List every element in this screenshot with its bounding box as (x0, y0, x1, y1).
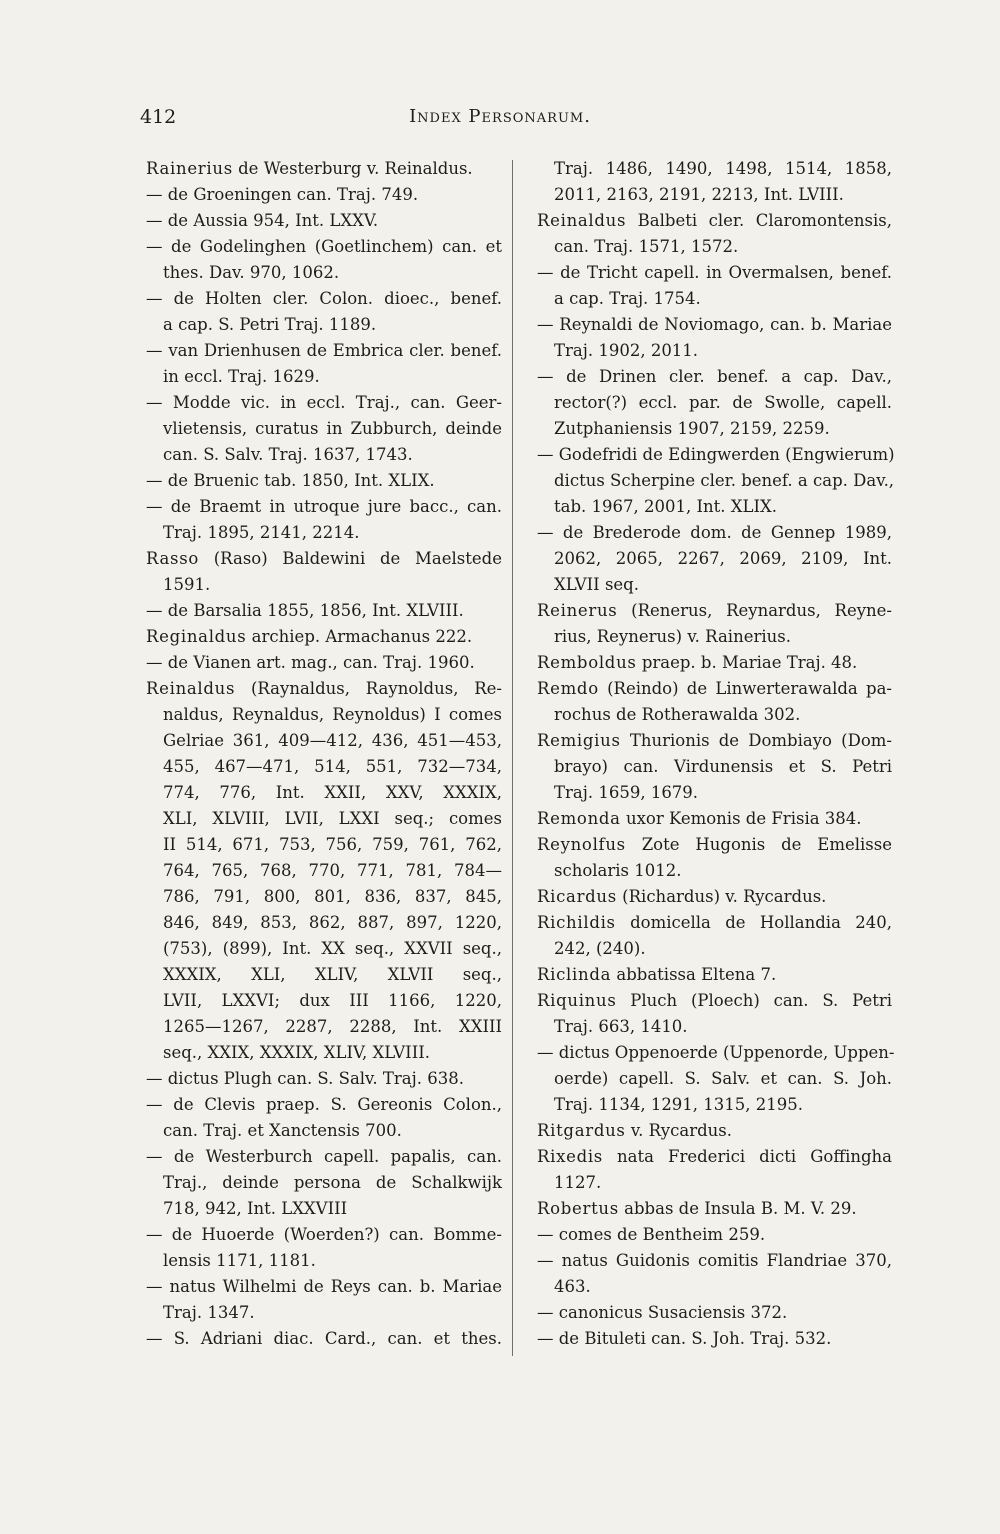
index-line (537, 286, 892, 312)
index-line (146, 494, 502, 520)
entry-text: (753), (899), Int. XX seq., XXVII seq., (163, 939, 502, 958)
entry-text: XLVII seq. (554, 575, 639, 594)
entry-text: LVII, LXXVI; dux III 1166, 1220, (163, 991, 502, 1010)
entry-text: Zote Hugonis de Emelisse (625, 835, 892, 854)
entry-text: Traj. 1902, 2011. (554, 341, 699, 360)
entry-headword: Ritgardus (537, 1121, 626, 1140)
index-line (146, 1118, 502, 1144)
index-line (146, 182, 502, 208)
entry-headword: Richildis (537, 913, 616, 932)
index-line (537, 208, 892, 234)
entry-text: abbas de Insula B. M. V. 29. (618, 1199, 857, 1218)
entry-text: 786, 791, 800, 801, 836, 837, 845, (163, 887, 502, 906)
entry-text: — natus Wilhelmi de Reys can. b. Mariae (146, 1277, 502, 1296)
index-line (146, 520, 502, 546)
entry-headword: Rasso (146, 549, 200, 568)
entry-headword: Reginaldus (146, 627, 247, 646)
index-line (146, 884, 502, 910)
entry-text: — de Aussia 954, Int. LXXV. (146, 211, 379, 230)
entry-headword: Riquinus (537, 991, 617, 1010)
index-line (146, 1196, 502, 1222)
entry-text: 774, 776, Int. XXII, XXV, XXXIX, (163, 783, 502, 802)
entry-text: — dictus Oppenoerde (Uppenorde, Uppen- (537, 1043, 895, 1062)
index-line (146, 572, 502, 598)
entry-text: vlietensis, curatus in Zubburch, deinde (163, 419, 502, 438)
index-line (537, 338, 892, 364)
entry-text: a cap. Traj. 1754. (554, 289, 701, 308)
index-line (537, 884, 892, 910)
entry-text: Traj. 1486, 1490, 1498, 1514, 1858, (554, 159, 892, 178)
entry-text: 846, 849, 853, 862, 887, 897, 1220, (163, 913, 502, 932)
entry-headword: Ricardus (537, 887, 617, 906)
index-line (146, 1066, 502, 1092)
entry-headword: Reinaldus (146, 679, 236, 698)
index-line (537, 780, 892, 806)
page-number: 412 (140, 106, 177, 128)
entry-text: (Reindo) de Linwerterawalda pa- (598, 679, 892, 698)
entry-text: Zutphaniensis 1907, 2159, 2259. (554, 419, 830, 438)
entry-text: (Raso) Baldewini de Maelstede (199, 549, 502, 568)
index-line (146, 390, 502, 416)
entry-text: rius, Reynerus) v. Rainerius. (554, 627, 791, 646)
index-line (537, 416, 892, 442)
entry-text: Traj. 1895, 2141, 2214. (163, 523, 360, 542)
entry-headword: Riclinda (537, 965, 612, 984)
index-line (537, 702, 892, 728)
entry-text: Traj. 663, 1410. (554, 1017, 688, 1036)
index-line (146, 676, 502, 702)
index-line (146, 832, 502, 858)
right-column (537, 156, 895, 1352)
entry-text: — de Braemt in utroque jure bacc., can. (146, 497, 502, 516)
running-title: Index Personarum. (409, 106, 591, 127)
entry-text: archiep. Armachanus 222. (246, 627, 473, 646)
index-line (537, 364, 892, 390)
entry-text: — de Groeningen can. Traj. 749. (146, 185, 419, 204)
index-line (146, 286, 502, 312)
entry-text: 2062, 2065, 2267, 2069, 2109, Int. (554, 549, 892, 568)
column-divider (512, 160, 513, 1356)
entry-text: brayo) can. Virdunensis et S. Petri (554, 757, 892, 776)
index-line (537, 156, 892, 182)
index-line (146, 858, 502, 884)
entry-text: XLI, XLVIII, LVII, LXXI seq.; comes (163, 809, 502, 828)
entry-text: — Godefridi de Edingwerden (Engwierum) (537, 445, 895, 464)
entry-text: Pluch (Ploech) can. S. Petri (616, 991, 892, 1010)
index-line (146, 988, 502, 1014)
index-line (537, 1144, 892, 1170)
entry-text: can. Traj. 1571, 1572. (554, 237, 739, 256)
index-line (146, 234, 502, 260)
entry-text: (Richardus) v. Rycardus. (616, 887, 827, 906)
entry-text: nata Frederici dicti Goffingha (602, 1147, 892, 1166)
index-line (146, 962, 502, 988)
index-line (537, 936, 892, 962)
entry-headword: Remonda (537, 809, 621, 828)
index-line (537, 1196, 892, 1222)
index-line (146, 624, 502, 650)
entry-text: domicella de Hollandia 240, (615, 913, 892, 932)
index-line (146, 312, 502, 338)
index-line (537, 832, 892, 858)
entry-text: — comes de Bentheim 259. (537, 1225, 766, 1244)
entry-text: naldus, Reynaldus, Reynoldus) I comes (163, 705, 502, 724)
index-line (146, 1144, 502, 1170)
index-line (537, 520, 892, 546)
entry-text: — de Brederode dom. de Gennep 1989, (537, 523, 892, 542)
entry-text: rochus de Rotherawalda 302. (554, 705, 801, 724)
index-line (146, 1092, 502, 1118)
entry-text: 1265—1267, 2287, 2288, Int. XXIII (163, 1017, 502, 1036)
index-line (146, 598, 502, 624)
index-line (146, 910, 502, 936)
entry-text: can. S. Salv. Traj. 1637, 1743. (163, 445, 413, 464)
entry-text: — de Vianen art. mag., can. Traj. 1960. (146, 653, 475, 672)
index-line (537, 494, 892, 520)
entry-headword: Remdo (537, 679, 599, 698)
index-line (146, 1248, 502, 1274)
index-line (537, 1326, 892, 1352)
entry-text: Thurionis de Dombiayo (Dom- (620, 731, 892, 750)
index-line (146, 208, 502, 234)
index-line (537, 1300, 892, 1326)
index-line (537, 910, 892, 936)
entry-headword: Reynolfus (537, 835, 626, 854)
entry-text: Traj., deinde persona de Schalkwijk (163, 1173, 502, 1192)
entry-text: 1591. (163, 575, 211, 594)
entry-text: — de Clevis praep. S. Gereonis Colon., (146, 1095, 502, 1114)
index-line (537, 442, 895, 468)
index-line (537, 988, 892, 1014)
entry-text: dictus Scherpine cler. benef. a cap. Dav., (554, 471, 895, 490)
index-line (537, 1066, 892, 1092)
index-line (146, 260, 502, 286)
entry-text: Traj. 1659, 1679. (554, 783, 699, 802)
index-line (537, 1274, 892, 1300)
entry-text: de Westerburg v. Reinaldus. (232, 159, 473, 178)
index-line (537, 312, 892, 338)
index-line (537, 806, 892, 832)
entry-text: — de Barsalia 1855, 1856, Int. XLVIII. (146, 601, 464, 620)
entry-text: abbatissa Eltena 7. (611, 965, 777, 984)
entry-text: Traj. 1347. (163, 1303, 255, 1322)
entry-text: — de Huoerde (Woerden?) can. Bomme- (146, 1225, 502, 1244)
entry-text: — S. Adriani diac. Card., can. et thes. (146, 1329, 502, 1348)
entry-text: — de Drinen cler. benef. a cap. Dav., (537, 367, 892, 386)
entry-text: 455, 467—471, 514, 551, 732—734, (163, 757, 502, 776)
index-line (537, 260, 892, 286)
index-line (537, 598, 892, 624)
entry-headword: Rixedis (537, 1147, 603, 1166)
index-line (537, 624, 892, 650)
index-line (537, 650, 892, 676)
entry-text: — de Tricht capell. in Overmalsen, benef. (537, 263, 892, 282)
index-line (146, 702, 502, 728)
entry-text: — de Holten cler. Colon. dioec., benef. (146, 289, 502, 308)
entry-text: 463. (554, 1277, 591, 1296)
entry-text: scholaris 1012. (554, 861, 682, 880)
index-line (146, 1300, 502, 1326)
entry-text: oerde) capell. S. Salv. et can. S. Joh. (554, 1069, 892, 1088)
entry-text: lensis 1171, 1181. (163, 1251, 316, 1270)
entry-headword: Reinerus (537, 601, 618, 620)
index-line (146, 728, 502, 754)
entry-text: rector(?) eccl. par. de Swolle, capell. (554, 393, 892, 412)
entry-text: 718, 942, Int. LXXVIII (163, 1199, 348, 1218)
entry-text: XXXIX, XLI, XLIV, XLVII seq., (163, 965, 502, 984)
entry-text: Traj. 1134, 1291, 1315, 2195. (554, 1095, 804, 1114)
index-line (537, 234, 892, 260)
entry-headword: Robertus (537, 1199, 619, 1218)
index-line (146, 364, 502, 390)
index-line (146, 468, 502, 494)
entry-text: 242, (240). (554, 939, 646, 958)
index-line (146, 754, 502, 780)
index-line (146, 338, 502, 364)
entry-text: — de Bruenic tab. 1850, Int. XLIX. (146, 471, 435, 490)
entry-headword: Remboldus (537, 653, 637, 672)
entry-text: 1127. (554, 1173, 602, 1192)
entry-text: 2011, 2163, 2191, 2213, Int. LVIII. (554, 185, 844, 204)
index-line (537, 1222, 892, 1248)
entry-text: a cap. S. Petri Traj. 1189. (163, 315, 377, 334)
index-line (537, 754, 892, 780)
index-line (146, 1040, 502, 1066)
index-line (537, 858, 892, 884)
entry-text: praep. b. Mariae Traj. 48. (636, 653, 858, 672)
index-line (146, 442, 502, 468)
entry-text: thes. Dav. 970, 1062. (163, 263, 340, 282)
entry-text: — dictus Plugh can. S. Salv. Traj. 638. (146, 1069, 464, 1088)
entry-text: uxor Kemonis de Frisia 384. (620, 809, 862, 828)
index-line (146, 1222, 502, 1248)
entry-text: — Modde vic. in eccl. Traj., can. Geer- (146, 393, 502, 412)
index-line (146, 1014, 502, 1040)
left-column (146, 156, 502, 1352)
index-line (146, 936, 502, 962)
index-line (146, 416, 502, 442)
entry-text: tab. 1967, 2001, Int. XLIX. (554, 497, 777, 516)
entry-text: (Renerus, Reynardus, Reyne- (617, 601, 892, 620)
entry-text: (Raynaldus, Raynoldus, Re- (235, 679, 502, 698)
entry-headword: Reinaldus (537, 211, 627, 230)
entry-text: Gelriae 361, 409—412, 436, 451—453, (163, 731, 502, 750)
entry-text: — de Godelinghen (Goetlinchem) can. et (146, 237, 502, 256)
entry-text: — Reynaldi de Noviomago, can. b. Mariae (537, 315, 892, 334)
index-line (537, 182, 892, 208)
entry-text: v. Rycardus. (625, 1121, 732, 1140)
index-line (537, 572, 892, 598)
index-line (537, 390, 892, 416)
entry-text: — van Drienhusen de Embrica cler. benef. (146, 341, 502, 360)
index-line (146, 1170, 502, 1196)
index-line (146, 780, 502, 806)
index-line (146, 806, 502, 832)
entry-headword: Remigius (537, 731, 621, 750)
index-line (537, 1040, 895, 1066)
entry-text: Balbeti cler. Claromontensis, (626, 211, 892, 230)
entry-headword: Rainerius (146, 159, 233, 178)
page-header (0, 106, 1000, 136)
entry-text: II 514, 671, 753, 756, 759, 761, 762, (163, 835, 502, 854)
entry-text: — canonicus Susaciensis 372. (537, 1303, 788, 1322)
index-line (537, 1014, 892, 1040)
index-line (537, 468, 895, 494)
entry-text: can. Traj. et Xanctensis 700. (163, 1121, 402, 1140)
index-line (146, 1274, 502, 1300)
index-line (537, 1170, 892, 1196)
entry-text: 764, 765, 768, 770, 771, 781, 784— (163, 861, 502, 880)
index-line (146, 1326, 502, 1352)
entry-text: — de Bituleti can. S. Joh. Traj. 532. (537, 1329, 832, 1348)
index-line (146, 156, 502, 182)
index-line (537, 962, 892, 988)
index-line (537, 676, 892, 702)
index-line (146, 546, 502, 572)
index-line (537, 1092, 892, 1118)
index-line (537, 728, 892, 754)
entry-text: — de Westerburch capell. papalis, can. (146, 1147, 502, 1166)
index-line (146, 650, 502, 676)
index-line (537, 546, 892, 572)
entry-text: in eccl. Traj. 1629. (163, 367, 320, 386)
entry-text: seq., XXIX, XXXIX, XLIV, XLVIII. (163, 1043, 430, 1062)
entry-text: — natus Guidonis comitis Flandriae 370, (537, 1251, 892, 1270)
index-line (537, 1248, 892, 1274)
index-line (537, 1118, 892, 1144)
